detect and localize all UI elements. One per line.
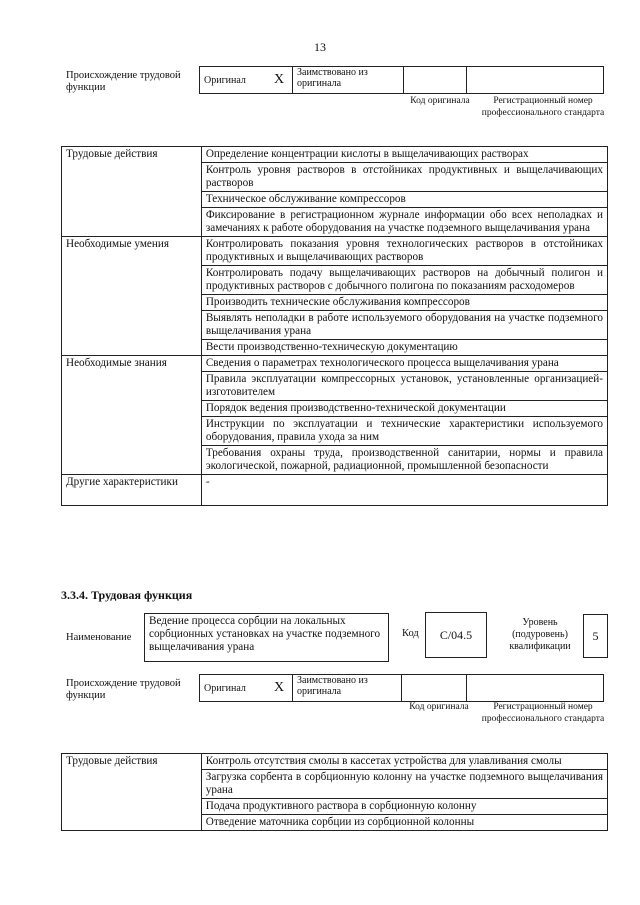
section-heading: 3.3.4. Трудовая функция	[61, 588, 193, 602]
page-number: 13	[314, 40, 326, 54]
table-row	[62, 475, 608, 506]
row-item: Порядок ведения производственно-технической документации	[201, 401, 607, 417]
row-item: Инструкции по эксплуатации и технические характеристики используемого оборудования, правила ухода за ним	[201, 417, 607, 446]
level-label: Уровень (подуровень) квалификации	[509, 617, 571, 652]
row-item: Правила эксплуатации компрессорных установок, установленные организацией-изготовителем	[201, 372, 607, 401]
row-item: Сведения о параметрах технологического процесса выщелачивания урана	[201, 356, 607, 372]
code-original-caption: Код оригинала	[410, 96, 470, 106]
reg-number-caption: Регистрационный номер профессионального стандарта	[481, 96, 605, 118]
row-category: Необходимые знания	[62, 356, 202, 475]
row-item: Требования охраны труда, производственной санитарии, нормы и правила экологической, пожарной, радиационной, промышленной безопасности	[201, 446, 607, 475]
original-label: Оригинал	[200, 675, 267, 702]
origin-table	[199, 66, 604, 94]
naming-value: Ведение процесса сорбции на локальных сорбционных установках на участке подземного выщелачивания урана	[144, 613, 389, 662]
naming-label: Наименование	[66, 632, 132, 643]
row-item: Загрузка сорбента в сорбционную колонну на участке подземного выщелачивания урана	[201, 770, 607, 799]
row-item: Контролировать показания уровня технологических растворов в отстойниках продуктивных и выщелачивающих растворов	[201, 237, 607, 266]
code-label: Код	[402, 628, 419, 639]
row-item: Фиксирование в регистрационном журнале информации обо всех неполадках и замечаниях к работе оборудования на участке подземного выщелачивания урана	[201, 208, 607, 237]
row-item: Производить технические обслуживания компрессоров	[201, 295, 607, 311]
original-label: Оригинал	[200, 67, 267, 94]
row-item: Техническое обслуживание компрессоров	[201, 192, 607, 208]
row-category: Трудовые действия	[62, 147, 202, 237]
row-item: Контроль отсутствия смолы в кассетах устройства для улавливания смолы	[201, 754, 607, 770]
reg-number-caption: Регистрационный номер профессионального стандарта	[481, 702, 605, 724]
row-item: Подача продуктивного раствора в сорбционную колонну	[201, 799, 607, 815]
table-row	[62, 754, 608, 770]
row-item: Отведение маточника сорбции из сорбционной колонны	[201, 815, 607, 831]
original-mark: X	[266, 675, 293, 702]
row-category: Необходимые умения	[62, 237, 202, 356]
code-original-caption: Код оригинала	[409, 702, 469, 712]
origin-label: Происхождение трудовой функции	[66, 70, 181, 93]
labor-function-table	[61, 753, 608, 831]
row-item: Определение концентрации кислоты в выщелачивающих растворах	[201, 147, 607, 163]
table-row	[62, 237, 608, 266]
borrowed-label: Заимствовано из оригинала	[293, 675, 402, 702]
labor-function-table	[61, 146, 608, 506]
origin-table	[199, 674, 604, 702]
row-category: Другие характеристики	[62, 475, 202, 506]
table-row	[62, 147, 608, 163]
row-item: Вести производственно-техническую документацию	[201, 340, 607, 356]
row-category: Трудовые действия	[62, 754, 202, 831]
reg-number-cell	[467, 67, 604, 94]
reg-number-cell	[467, 675, 604, 702]
code-original-cell	[402, 675, 467, 702]
origin-label: Происхождение трудовой функции	[66, 678, 181, 701]
code-original-cell	[404, 67, 467, 94]
table-row	[62, 356, 608, 372]
row-item: Контролировать подачу выщелачивающих растворов на добычный полигон и продуктивных растворов с добычного полигона по показаниям расходомеров	[201, 266, 607, 295]
code-value: C/04.5	[425, 612, 487, 658]
borrowed-label: Заимствовано из оригинала	[293, 67, 404, 94]
level-value: 5	[583, 614, 608, 658]
row-item: -	[201, 475, 607, 506]
row-item: Контроль уровня растворов в отстойниках продуктивных и выщелачивающих растворов	[201, 163, 607, 192]
original-mark: X	[266, 67, 293, 94]
row-item: Выявлять неполадки в работе используемого оборудования на участке подземного выщелачивания урана	[201, 311, 607, 340]
